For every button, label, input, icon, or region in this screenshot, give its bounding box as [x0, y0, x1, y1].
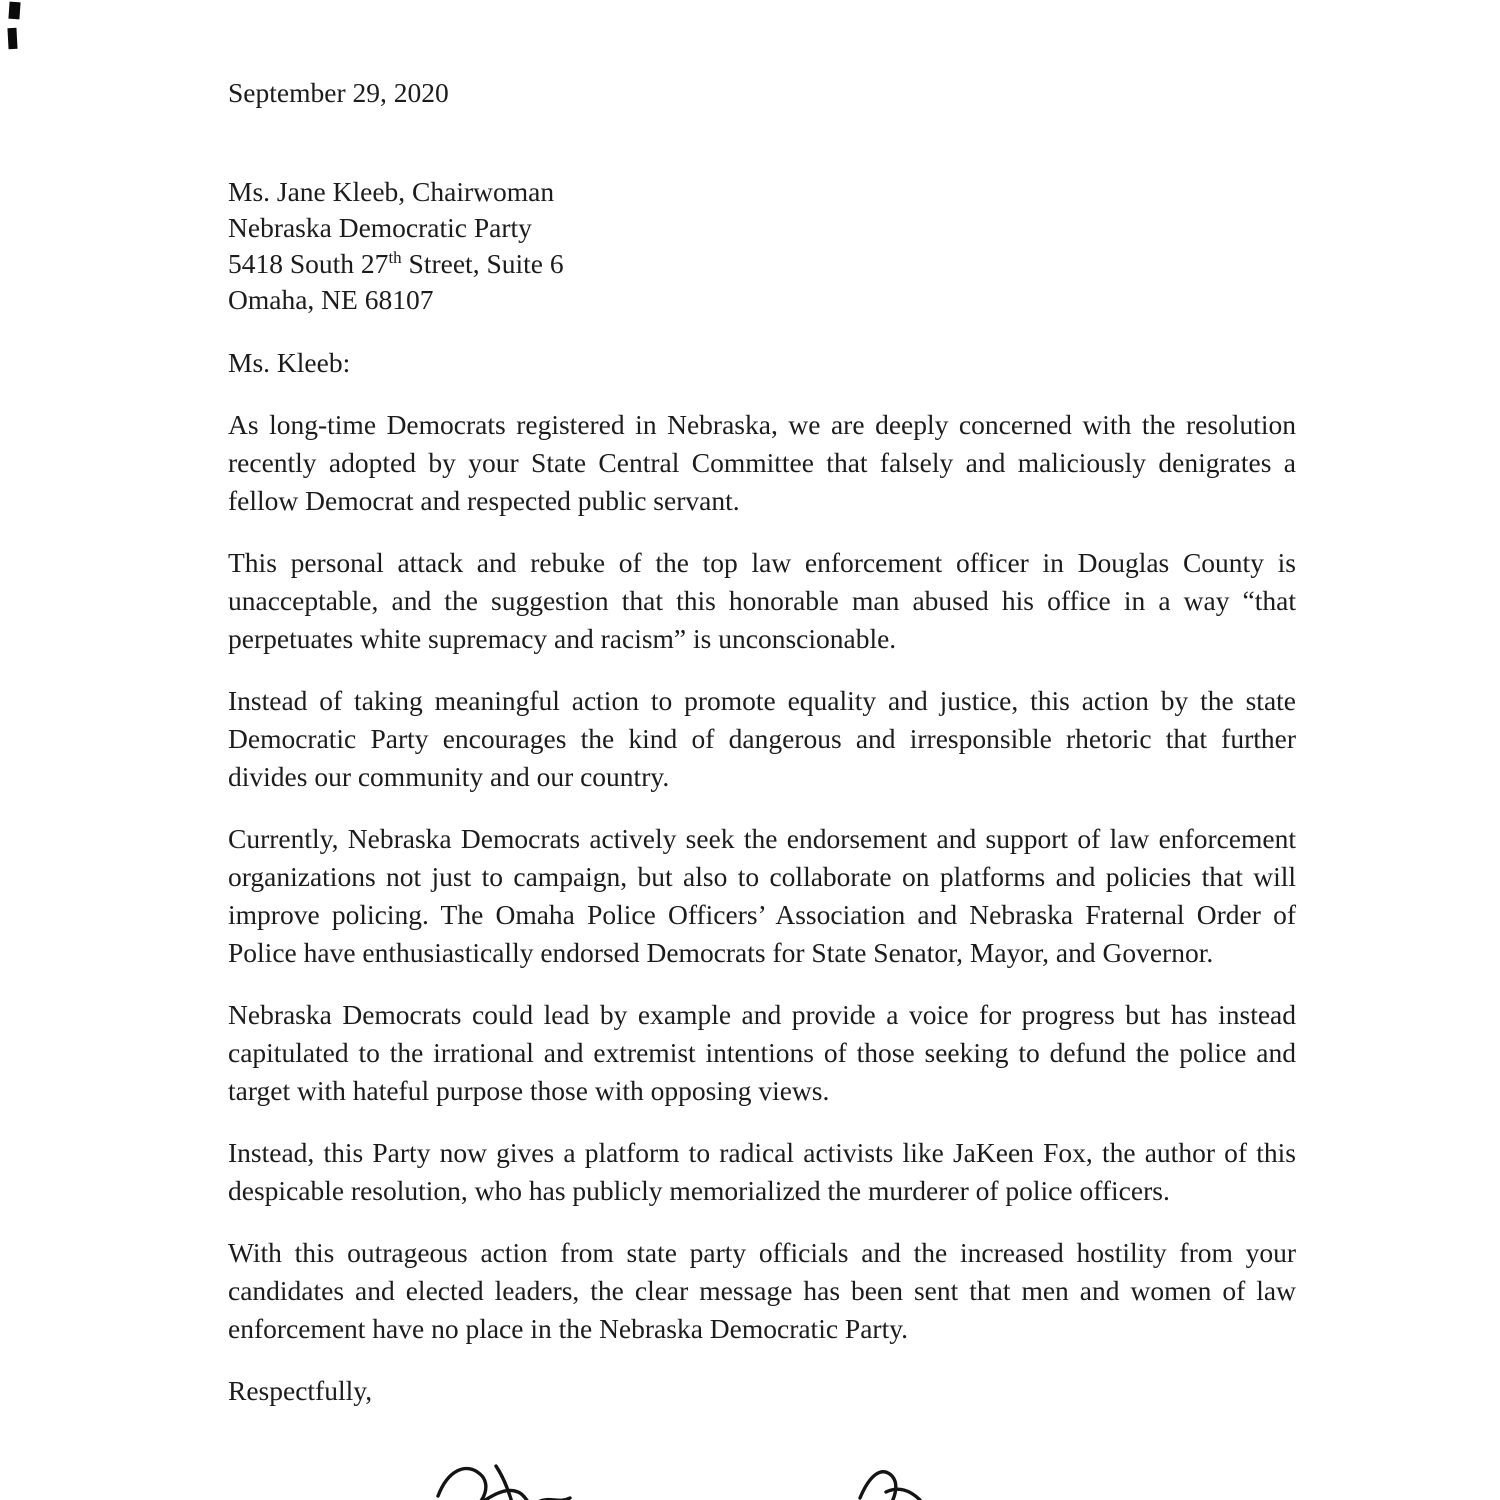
- scan-artifact: [8, 2, 20, 20]
- recipient-address: [228, 174, 1296, 318]
- body-paragraph: With this outrageous action from state party officials and the increased hostility from your candidates and elected leaders, the clear message has been sent that men and women of law enforcement have no place in the Nebraska Democratic Party.: [228, 1237, 1296, 1344]
- body-paragraph: Instead of taking meaningful action to promote equality and justice, this action by the state Democratic Party encourages the kind of dangerous and irresponsible rhetoric that further divides our community and our country.: [228, 685, 1296, 792]
- street-text-suffix: Street, Suite 6: [401, 248, 564, 279]
- closing: Respectfully,: [228, 1375, 373, 1406]
- ordinal-suffix: th: [388, 247, 402, 267]
- body-paragraph: As long-time Democrats registered in Nebraska, we are deeply concerned with the resolution recently adopted by your State Central Committee that falsely and maliciously denigrates a fellow Democrat and respected public servant.: [228, 409, 1296, 516]
- salutation: Ms. Kleeb:: [228, 347, 351, 378]
- recipient-name: Ms. Jane Kleeb, Chairwoman: [228, 176, 555, 207]
- body-paragraph: This personal attack and rebuke of the top law enforcement officer in Douglas County is unacceptable, and the suggestion that this honorable man abused his office in a way “that perpetuates white supremacy and racism” is unconscionable.: [228, 547, 1296, 654]
- recipient-city-state-zip: Omaha, NE 68107: [228, 284, 434, 315]
- date: September 29, 2020: [228, 77, 449, 108]
- street-text: 5418 South 27: [228, 248, 389, 279]
- body-paragraph: Currently, Nebraska Democrats actively seek the endorsement and support of law enforcement organizations not just to campaign, but also to collaborate on platforms and policies that will improve policing. The Omaha Police Officers’ Association and Nebraska Fraternal Order of Police have enthusiastically endorsed Democrats for State Senator, Mayor, and Governor.: [228, 823, 1296, 968]
- body-paragraph: Instead, this Party now gives a platform to radical activists like JaKeen Fox, the author of this despicable resolution, who has publicly memorialized the murderer of police officers.: [228, 1137, 1296, 1206]
- scan-artifact: [7, 28, 17, 49]
- letter-body: [228, 74, 1296, 1410]
- signature-ink: [400, 1452, 1040, 1500]
- body-paragraph: Nebraska Democrats could lead by example and provide a voice for progress but has instead capitulated to the irrational and extremist intentions of those seeking to defund the police and target with hateful purpose those with opposing views.: [228, 999, 1296, 1106]
- recipient-street: [228, 246, 1296, 282]
- recipient-organization: Nebraska Democratic Party: [228, 212, 532, 243]
